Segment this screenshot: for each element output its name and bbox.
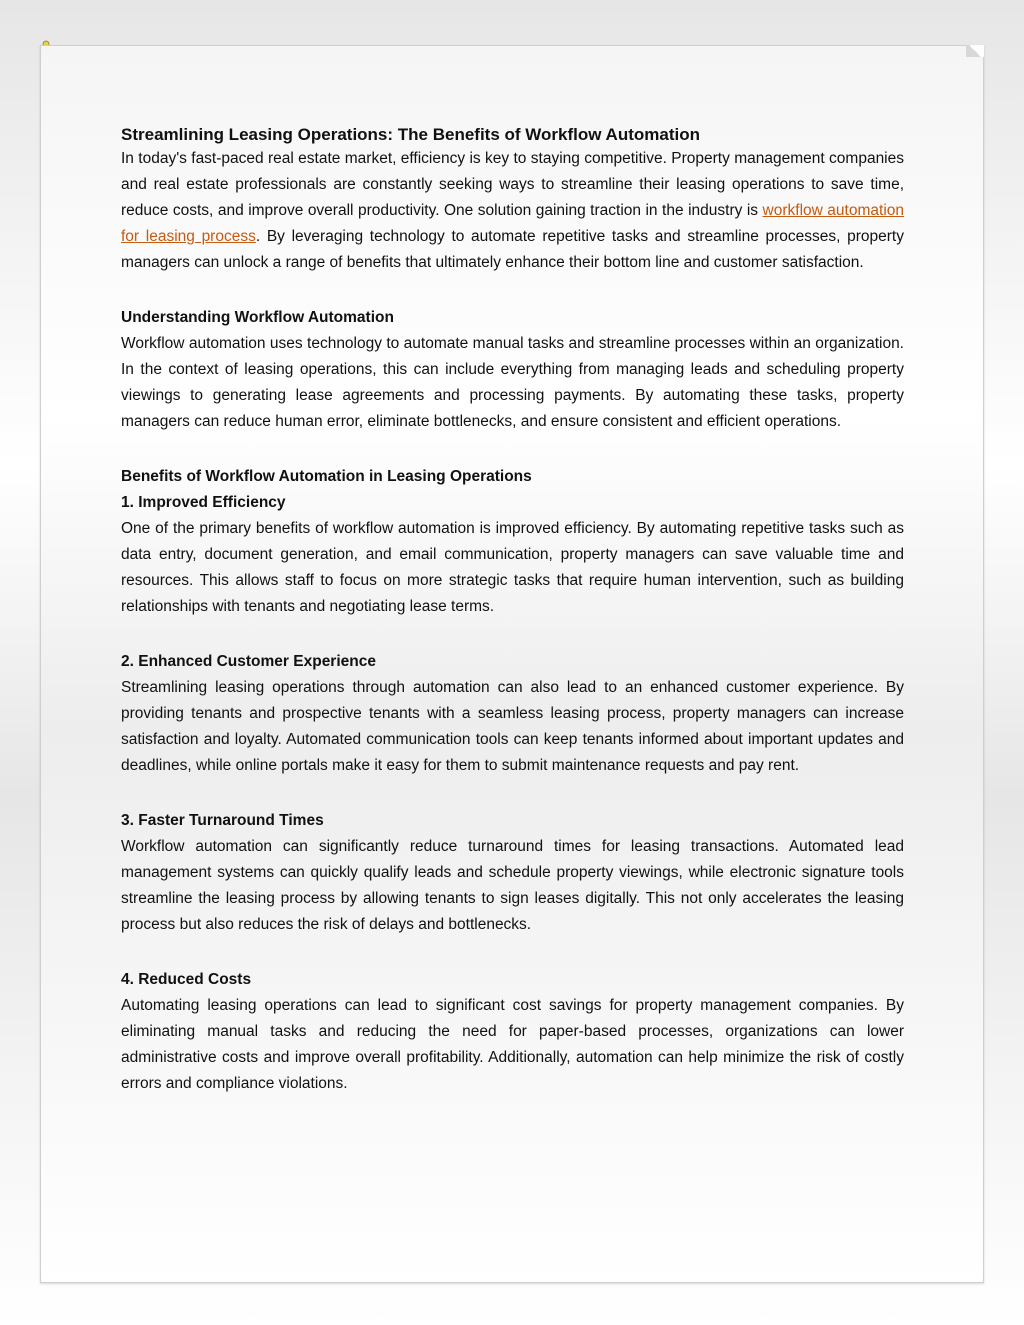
benefit-heading-efficiency: 1. Improved Efficiency bbox=[121, 494, 286, 511]
benefit-heading-customer-experience: 2. Enhanced Customer Experience bbox=[121, 653, 376, 670]
leasing-automation-link[interactable]: workflow automation for leasing process bbox=[121, 202, 904, 245]
intro-text-after-link: . By leveraging technology to automate repetitive tasks and streamline processes, property managers can unlock a range of benefits that ultimately enhance their bottom line and customer satisfaction. bbox=[121, 228, 904, 271]
benefit-heading-costs: 4. Reduced Costs bbox=[121, 971, 252, 988]
benefit-body-customer-experience: Streamlining leasing operations through automation can also lead to an enhanced customer experience. By providing tenants and prospective tenants with a seamless leasing process, property managers can increase satisfaction and loyalty. Automated communication tools can keep tenants informed about important updates and deadlines, while online portals make it easy for them to submit maintenance requests and pay rent. bbox=[121, 679, 904, 774]
document-page bbox=[40, 45, 984, 1283]
benefit-body-turnaround: Workflow automation can significantly reduce turnaround times for leasing transactions. Automated lead management systems can quickly qualify leads and schedule property viewings, while electronic signature tools streamline the leasing process by allowing tenants to sign leases digitally. This not only accelerates the leasing process but also reduces the risk of delays and bottlenecks. bbox=[121, 838, 904, 933]
benefit-body-efficiency: One of the primary benefits of workflow automation is improved efficiency. By automating repetitive tasks such as data entry, document generation, and email communication, property managers can save valuable time and resources. This allows staff to focus on more strategic tasks that require human intervention, such as building relationships with tenants and negotiating lease terms. bbox=[121, 520, 904, 615]
benefit-heading-turnaround: 3. Faster Turnaround Times bbox=[121, 812, 324, 829]
document-title: Streamlining Leasing Operations: The Benefits of Workflow Automation bbox=[121, 125, 700, 144]
intro-paragraph bbox=[121, 146, 904, 276]
section-heading-benefits: Benefits of Workflow Automation in Leasing Operations bbox=[121, 468, 532, 485]
spacer bbox=[121, 435, 904, 464]
page-corner-fold-icon bbox=[966, 45, 984, 57]
document-content bbox=[121, 124, 904, 1097]
spacer bbox=[121, 276, 904, 305]
spacer bbox=[121, 938, 904, 967]
section-body-understanding: Workflow automation uses technology to automate manual tasks and streamline processes within an organization. In the context of leasing operations, this can include everything from managing leads and scheduling property viewings to generating lease agreements and processing payments. By automating these tasks, property managers can reduce human error, eliminate bottlenecks, and ensure consistent and efficient operations. bbox=[121, 335, 904, 430]
intro-text-before-link: In today's fast-paced real estate market, efficiency is key to staying competitive. Property management companies and real estate professionals are constantly seeking ways to streamline their leasing operations to save time, reduce costs, and improve overall productivity. One solution gaining traction in the industry is bbox=[121, 150, 904, 219]
benefit-body-costs: Automating leasing operations can lead to significant cost savings for property management companies. By eliminating manual tasks and reducing the need for paper-based processes, organizations can lower administrative costs and improve overall profitability. Additionally, automation can help minimize the risk of costly errors and compliance violations. bbox=[121, 997, 904, 1092]
spacer bbox=[121, 779, 904, 808]
spacer bbox=[121, 620, 904, 649]
section-heading-understanding: Understanding Workflow Automation bbox=[121, 309, 394, 326]
